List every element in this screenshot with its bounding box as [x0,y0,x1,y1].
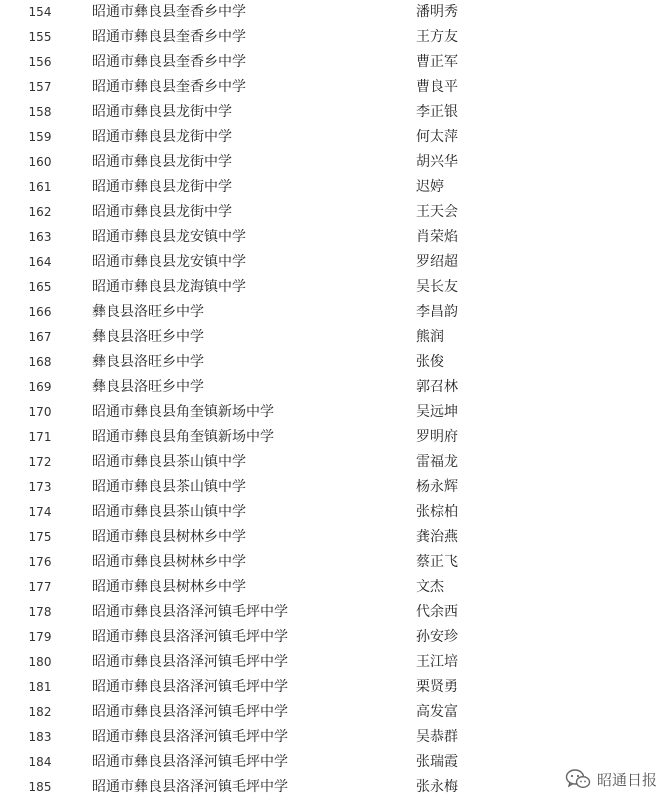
person-name: 吴恭群 [416,729,458,745]
wechat-icon [565,768,591,790]
person-name: 罗绍超 [416,254,458,270]
person-name: 曹良平 [416,79,458,95]
table-row [0,475,671,500]
row-number: 159 [28,130,52,144]
table-row [0,700,671,725]
person-name: 雷福龙 [416,454,458,470]
person-name: 王方友 [416,29,458,45]
row-number: 173 [28,480,52,494]
table-row [0,350,671,375]
person-name: 栗贤勇 [416,679,458,695]
table-row [0,575,671,600]
school-name: 昭通市彝良县角奎镇新场中学 [92,429,274,445]
row-number: 162 [28,205,52,219]
row-number: 178 [28,605,52,619]
school-name: 昭通市彝良县龙街中学 [92,179,232,195]
person-name: 曹正军 [416,54,458,70]
school-name: 彝良县洛旺乡中学 [92,304,204,320]
watermark [565,766,657,792]
table-row [0,325,671,350]
row-number: 170 [28,405,52,419]
person-name: 吴远坤 [416,404,458,420]
row-number: 156 [28,55,52,69]
row-number: 175 [28,530,52,544]
row-number: 169 [28,380,52,394]
row-number: 164 [28,255,52,269]
row-number: 157 [28,80,52,94]
table-row [0,725,671,750]
table-row [0,625,671,650]
row-number: 166 [28,305,52,319]
school-name: 昭通市彝良县洛泽河镇毛坪中学 [92,679,288,695]
school-name: 昭通市彝良县奎香乡中学 [92,79,246,95]
table-row [0,0,671,25]
row-number: 177 [28,580,52,594]
row-number: 165 [28,280,52,294]
school-name: 昭通市彝良县茶山镇中学 [92,454,246,470]
table-row [0,150,671,175]
person-name: 李昌韵 [416,304,458,320]
person-name: 郭召林 [416,379,458,395]
table-row [0,650,671,675]
person-name: 龚治燕 [416,529,458,545]
person-name: 罗明府 [416,429,458,445]
school-name: 昭通市彝良县洛泽河镇毛坪中学 [92,654,288,670]
table-row [0,100,671,125]
row-number: 172 [28,455,52,469]
table-row [0,200,671,225]
school-name: 昭通市彝良县龙街中学 [92,104,232,120]
row-number: 174 [28,505,52,519]
school-name: 昭通市彝良县龙安镇中学 [92,254,246,270]
table-row [0,50,671,75]
watermark-text: 昭通日报 [596,770,657,789]
row-number: 183 [28,730,52,744]
row-number: 155 [28,30,52,44]
school-name: 昭通市彝良县洛泽河镇毛坪中学 [92,779,288,795]
row-number: 180 [28,655,52,669]
person-name: 肖荣焰 [416,229,458,245]
table-row [0,675,671,700]
school-name: 昭通市彝良县奎香乡中学 [92,4,246,20]
table-row [0,275,671,300]
table-row [0,500,671,525]
person-name: 张瑞霞 [416,754,458,770]
row-number: 182 [28,705,52,719]
person-name: 王天会 [416,204,458,220]
school-name: 昭通市彝良县龙海镇中学 [92,279,246,295]
person-name: 熊润 [416,329,444,345]
person-name: 张俊 [416,354,444,370]
person-name: 何太萍 [416,129,458,145]
person-name: 胡兴华 [416,154,458,170]
person-name: 张永梅 [416,779,458,795]
school-name: 昭通市彝良县龙街中学 [92,204,232,220]
row-number: 181 [28,680,52,694]
row-number: 179 [28,630,52,644]
person-name: 迟婷 [416,179,444,195]
school-name: 昭通市彝良县洛泽河镇毛坪中学 [92,604,288,620]
table-row [0,175,671,200]
table-row [0,400,671,425]
school-name: 昭通市彝良县奎香乡中学 [92,29,246,45]
row-number: 184 [28,755,52,769]
person-name: 王江培 [416,654,458,670]
table-row [0,75,671,100]
row-number: 161 [28,180,52,194]
school-name: 昭通市彝良县奎香乡中学 [92,54,246,70]
table-row [0,550,671,575]
table-row [0,600,671,625]
table-row [0,425,671,450]
person-name: 潘明秀 [416,4,458,20]
school-name: 昭通市彝良县树林乡中学 [92,579,246,595]
table-row [0,450,671,475]
person-name: 高发富 [416,704,458,720]
row-number: 176 [28,555,52,569]
school-name: 昭通市彝良县树林乡中学 [92,529,246,545]
person-name: 孙安珍 [416,629,458,645]
person-name: 吴长友 [416,279,458,295]
school-name: 昭通市彝良县茶山镇中学 [92,504,246,520]
table-row [0,375,671,400]
person-name: 代余西 [416,604,458,620]
school-name: 昭通市彝良县洛泽河镇毛坪中学 [92,704,288,720]
school-name: 昭通市彝良县龙安镇中学 [92,229,246,245]
person-name: 蔡正飞 [416,554,458,570]
school-name: 彝良县洛旺乡中学 [92,379,204,395]
row-number: 154 [28,5,52,19]
school-name: 昭通市彝良县树林乡中学 [92,554,246,570]
table-row [0,250,671,275]
row-number: 185 [28,780,52,794]
school-name: 昭通市彝良县洛泽河镇毛坪中学 [92,729,288,745]
row-number: 167 [28,330,52,344]
table-row [0,225,671,250]
person-name: 李正银 [416,104,458,120]
school-name: 昭通市彝良县茶山镇中学 [92,479,246,495]
row-number: 163 [28,230,52,244]
school-name: 昭通市彝良县龙街中学 [92,154,232,170]
school-name: 昭通市彝良县洛泽河镇毛坪中学 [92,754,288,770]
school-name: 昭通市彝良县洛泽河镇毛坪中学 [92,629,288,645]
row-number: 171 [28,430,52,444]
row-number: 160 [28,155,52,169]
person-name: 文杰 [416,579,444,595]
table-row [0,125,671,150]
person-name: 杨永辉 [416,479,458,495]
table-row [0,300,671,325]
row-number: 168 [28,355,52,369]
school-name: 昭通市彝良县龙街中学 [92,129,232,145]
table-row [0,25,671,50]
school-name: 彝良县洛旺乡中学 [92,329,204,345]
person-name: 张棕柏 [416,504,458,520]
school-name: 昭通市彝良县角奎镇新场中学 [92,404,274,420]
school-name: 彝良县洛旺乡中学 [92,354,204,370]
row-number: 158 [28,105,52,119]
table-row [0,525,671,550]
